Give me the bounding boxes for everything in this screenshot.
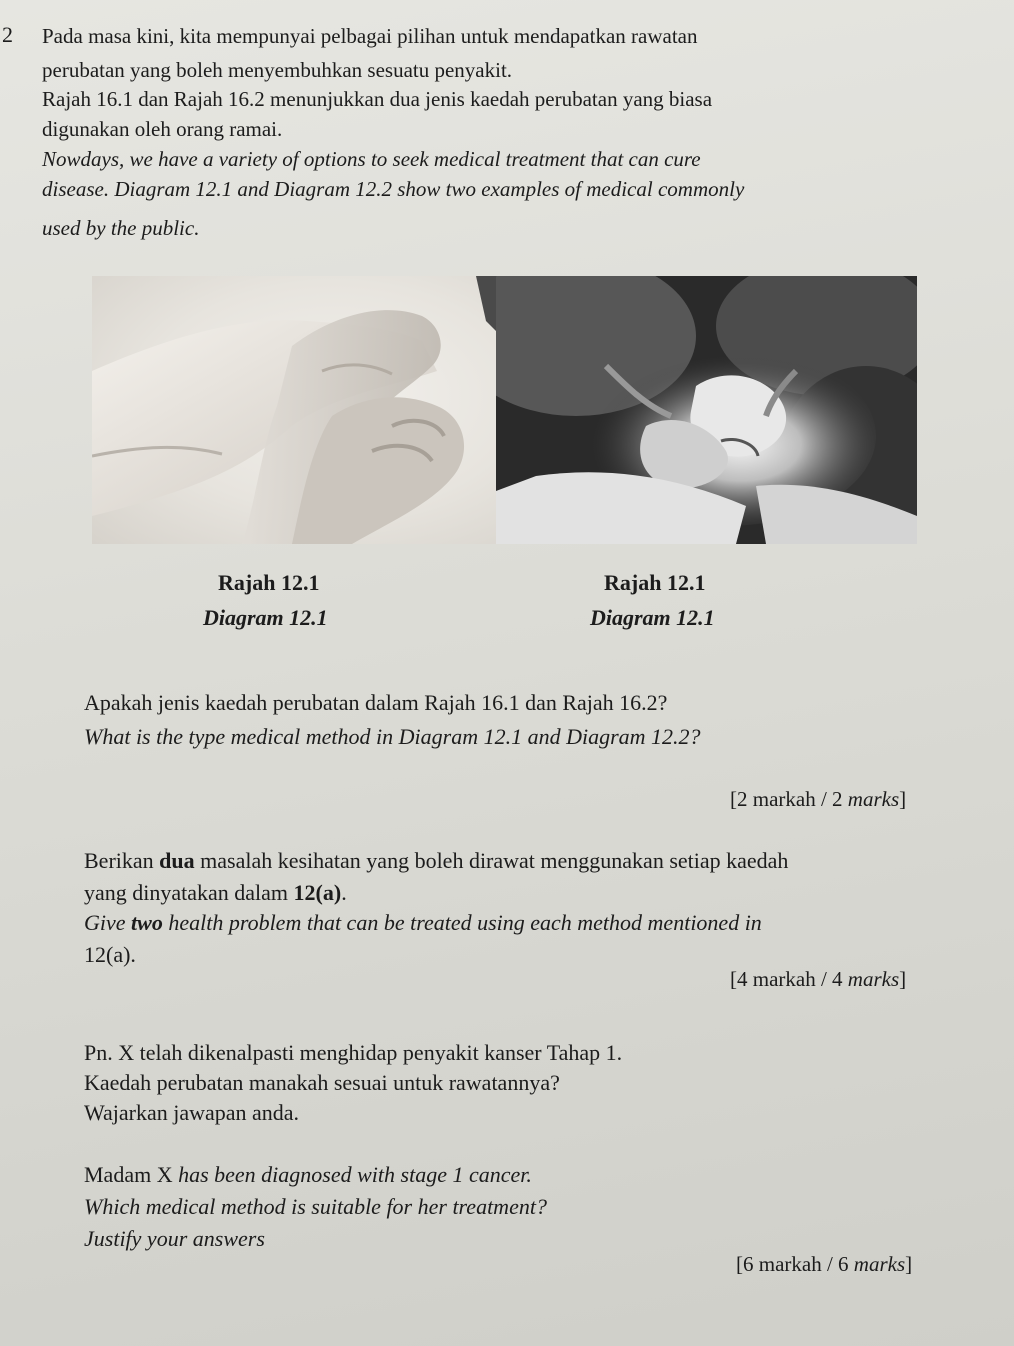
question-number: 2 bbox=[2, 22, 13, 47]
intro-malay-line-2: perubatan yang boleh menyembuhkan sesuatu penyakit. bbox=[42, 58, 513, 82]
figure-2-caption-english: Diagram 12.1 bbox=[590, 605, 715, 630]
part-c-question-malay-line-3: Wajarkan jawapan anda. bbox=[84, 1100, 300, 1125]
part-a-question-malay: Apakah jenis kaedah perubatan dalam Rajah 16.1 dan Rajah 16.2? bbox=[84, 690, 668, 715]
figure-2-caption-malay: Rajah 12.1 bbox=[604, 570, 706, 595]
intro-malay-line-4: digunakan oleh orang ramai. bbox=[42, 117, 283, 141]
hand-massage-illustration bbox=[92, 276, 496, 544]
intro-malay-line-1: Pada masa kini, kita mempunyai pelbagai pilihan untuk mendapatkan rawatan bbox=[42, 24, 698, 48]
surgery-photo bbox=[496, 276, 917, 544]
figure-1-caption-english: Diagram 12.1 bbox=[203, 605, 328, 630]
figure-1-caption-malay: Rajah 12.1 bbox=[218, 570, 320, 595]
intro-english-line-2: disease. Diagram 12.1 and Diagram 12.2 show two examples of medical commonly bbox=[42, 177, 745, 201]
part-c-question-english-line-2: Which medical method is suitable for her treatment? bbox=[84, 1194, 547, 1219]
intro-malay-line-3: Rajah 16.1 dan Rajah 16.2 menunjukkan dua jenis kaedah perubatan yang biasa bbox=[42, 87, 713, 111]
intro-english-line-3: used by the public. bbox=[42, 216, 200, 240]
surgery-illustration bbox=[496, 276, 917, 544]
part-c-question-english-line-3: Justify your answers bbox=[84, 1226, 265, 1251]
part-b-question-english-line-1: Give two health problem that can be treated using each method mentioned in bbox=[84, 910, 762, 935]
part-b-question-malay-line-1: Berikan dua masalah kesihatan yang boleh dirawat menggunakan setiap kaedah bbox=[84, 848, 789, 873]
intro-english-line-1: Nowdays, we have a variety of options to seek medical treatment that can cure bbox=[42, 147, 701, 171]
part-b-marks: [4 markah / 4 marks] bbox=[730, 967, 907, 991]
part-c-question-malay-line-2: Kaedah perubatan manakah sesuai untuk rawatannya? bbox=[84, 1070, 560, 1095]
part-c-question-english-line-1: Madam X has been diagnosed with stage 1 cancer. bbox=[84, 1162, 532, 1187]
part-a-marks: [2 markah / 2 marks] bbox=[730, 787, 907, 811]
hand-massage-photo bbox=[92, 276, 496, 544]
part-b-question-malay-line-2: yang dinyatakan dalam 12(a). bbox=[84, 880, 347, 905]
part-b-question-english-line-2: 12(a). bbox=[84, 942, 136, 967]
part-a-question-english: What is the type medical method in Diagram 12.1 and Diagram 12.2? bbox=[84, 724, 701, 749]
part-c-marks: [6 markah / 6 marks] bbox=[736, 1252, 913, 1276]
part-c-question-malay-line-1: Pn. X telah dikenalpasti menghidap penyakit kanser Tahap 1. bbox=[84, 1040, 623, 1065]
